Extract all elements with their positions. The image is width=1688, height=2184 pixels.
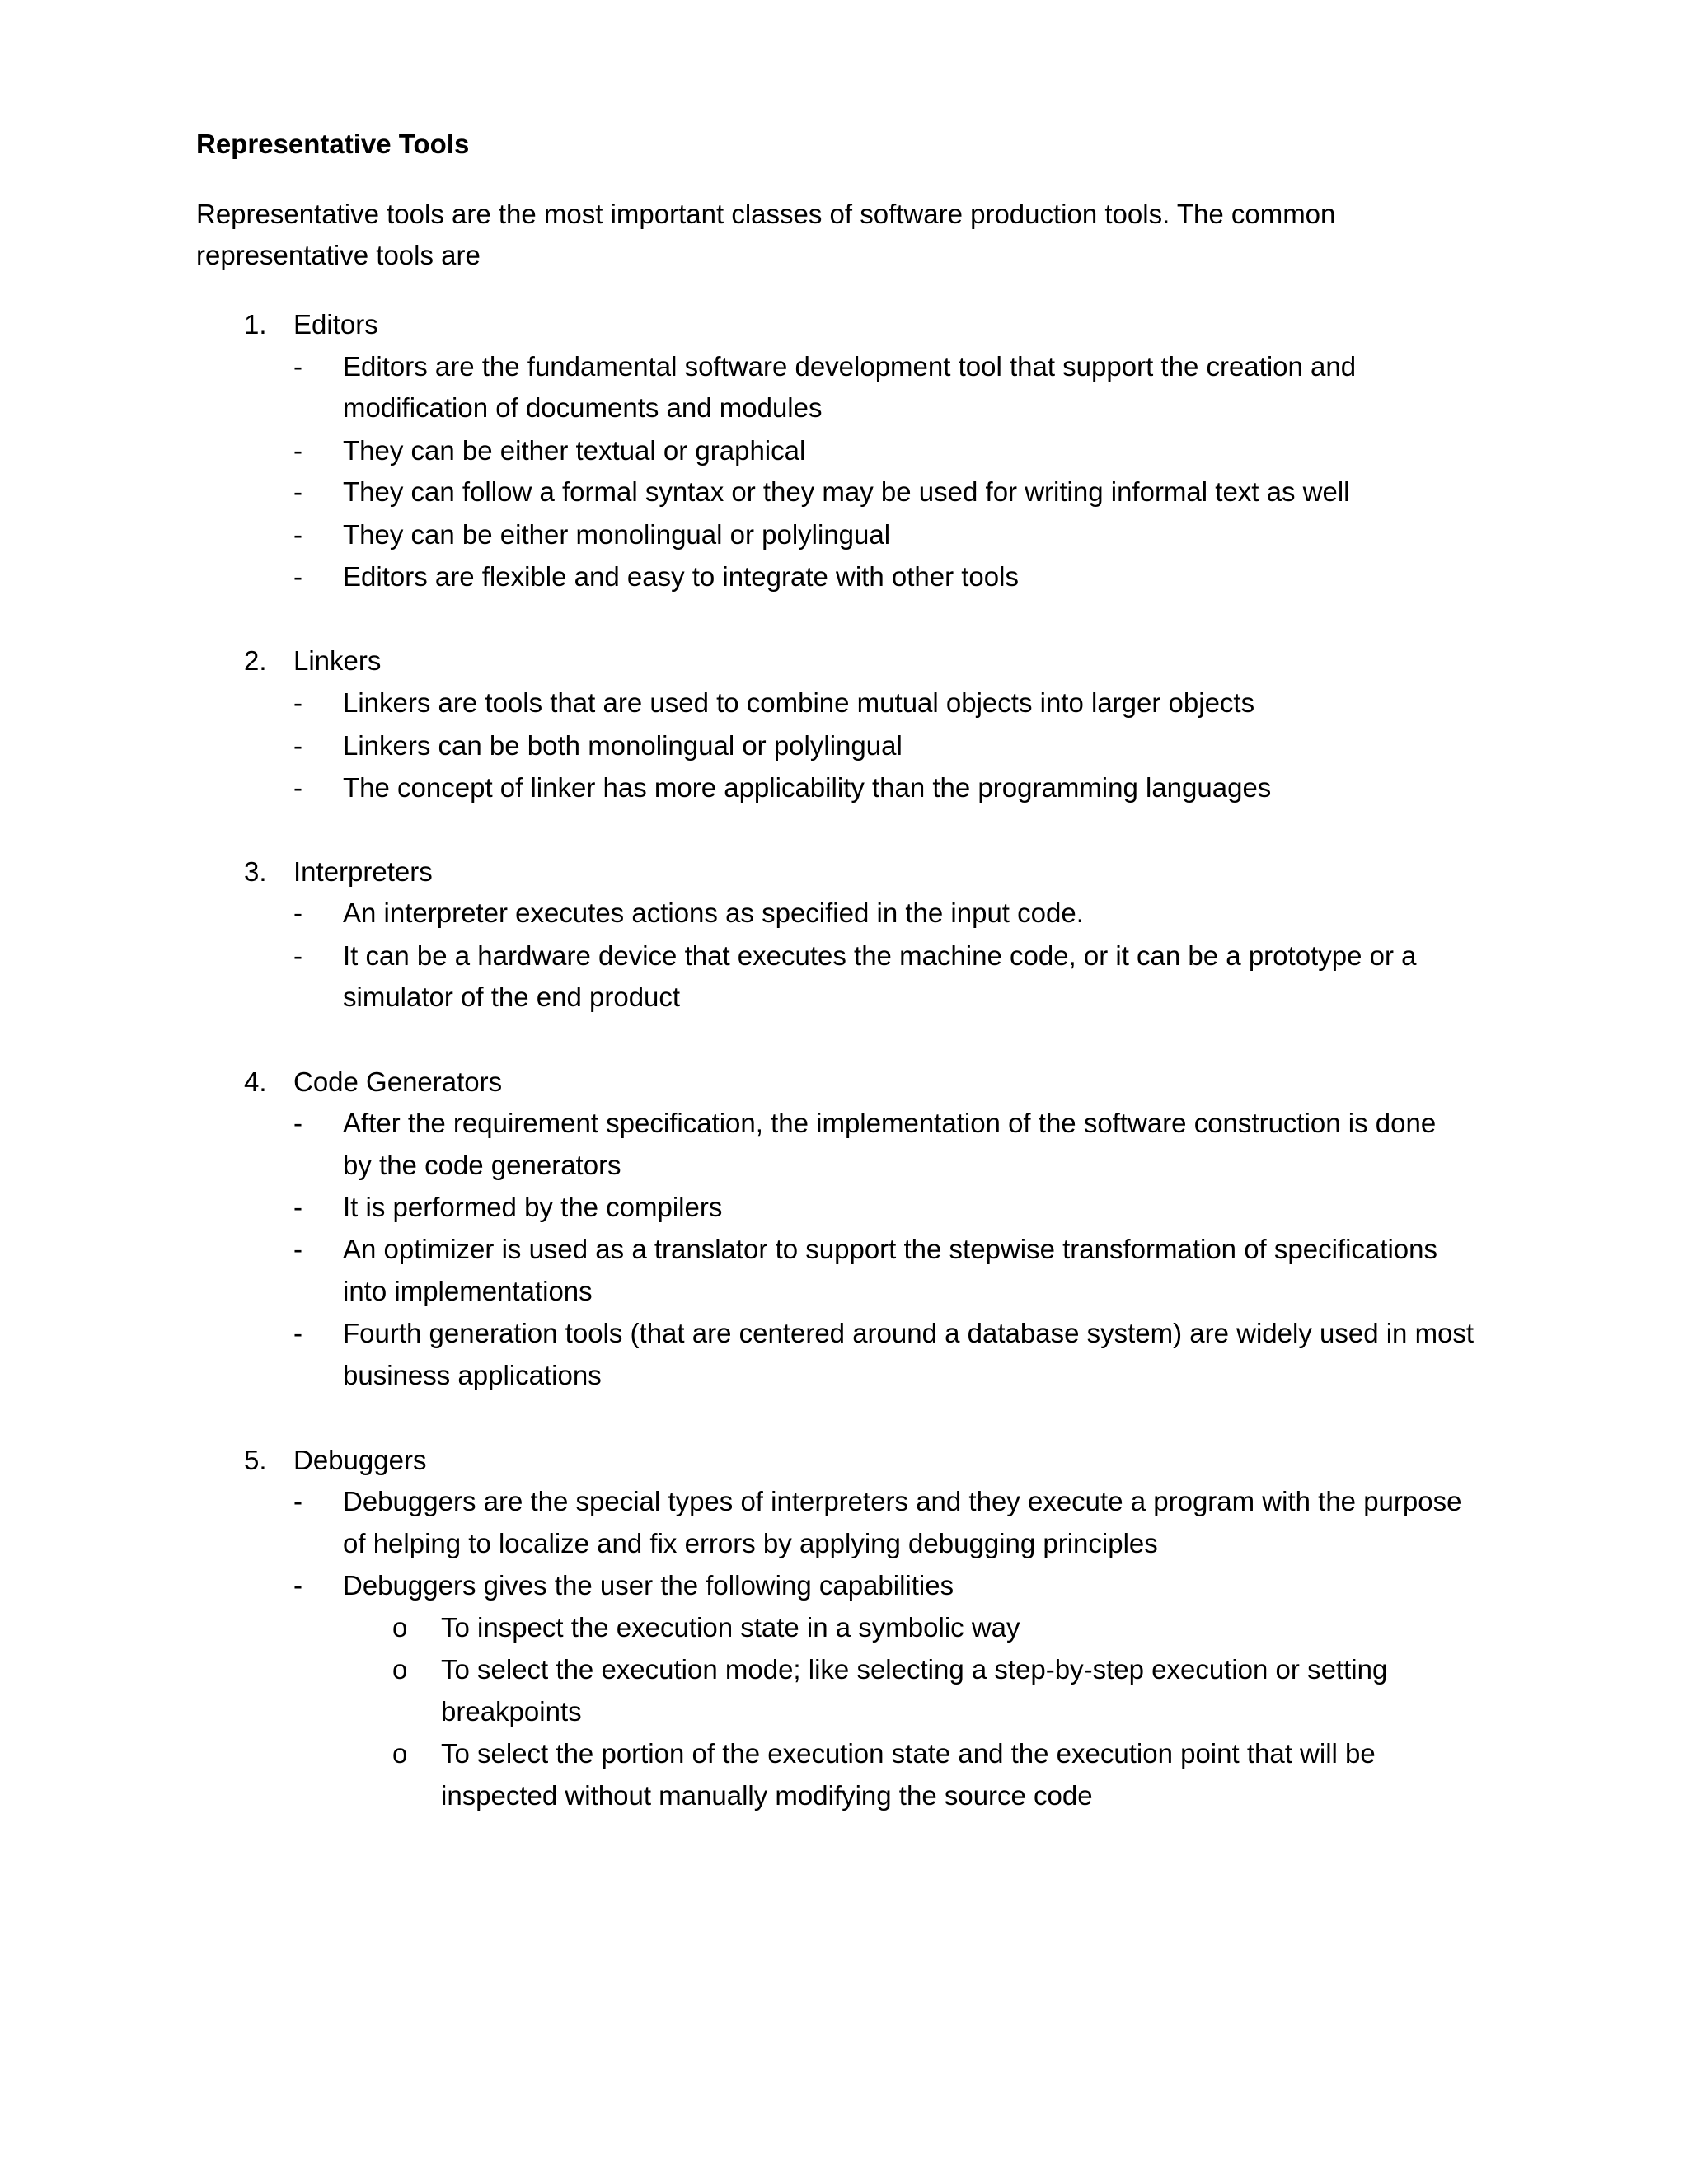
section-number: 5.	[244, 1445, 267, 1475]
bullet-text-continued: simulator of the end product	[343, 982, 681, 1012]
bullet-text: Linkers are tools that are used to combine mutual objects into larger objects	[343, 687, 1255, 718]
bullet-text: They can be either monolingual or polylingual	[343, 519, 891, 550]
subbullet-text: To select the portion of the execution state and the execution point that will be	[441, 1738, 1376, 1769]
subbullet-marker: o	[392, 1654, 408, 1685]
section-number: 4.	[244, 1066, 267, 1097]
section-heading-editors: Editors	[293, 309, 378, 340]
bullet-text-continued: into implementations	[343, 1276, 593, 1306]
bullet-marker: -	[293, 519, 302, 550]
bullet-marker: -	[293, 772, 302, 803]
bullet-text-continued: modification of documents and modules	[343, 392, 823, 423]
bullet-text: It is performed by the compilers	[343, 1192, 723, 1222]
bullet-text: The concept of linker has more applicability than the programming languages	[343, 772, 1272, 803]
bullet-marker: -	[293, 561, 302, 592]
subbullet-text: To inspect the execution state in a symbolic way	[441, 1612, 1020, 1643]
bullet-text: They can follow a formal syntax or they may be used for writing informal text as well	[343, 476, 1350, 507]
bullet-text: Debuggers are the special types of interpreters and they execute a program with the purpose	[343, 1486, 1462, 1516]
bullet-marker: -	[293, 1486, 302, 1516]
bullet-text: An interpreter executes actions as specified in the input code.	[343, 898, 1084, 928]
document-title: Representative Tools	[196, 129, 470, 159]
bullet-text: Editors are flexible and easy to integrate with other tools	[343, 561, 1019, 592]
section-number: 3.	[244, 856, 267, 887]
intro-line-1: Representative tools are the most important classes of software production tools. The common	[196, 199, 1336, 229]
bullet-text: Editors are the fundamental software development tool that support the creation and	[343, 351, 1357, 382]
bullet-text: An optimizer is used as a translator to support the stepwise transformation of specifications	[343, 1234, 1437, 1264]
bullet-marker: -	[293, 435, 302, 466]
section-heading-interpreters: Interpreters	[293, 856, 433, 887]
bullet-marker: -	[293, 1108, 302, 1138]
bullet-text-continued: of helping to localize and fix errors by applying debugging principles	[343, 1528, 1158, 1558]
section-heading-linkers: Linkers	[293, 645, 382, 676]
section-heading-debuggers: Debuggers	[293, 1445, 427, 1475]
section-heading-code-generators: Code Generators	[293, 1066, 503, 1097]
bullet-marker: -	[293, 1192, 302, 1222]
bullet-text: After the requirement specification, the implementation of the software construction is done	[343, 1108, 1437, 1138]
subbullet-marker: o	[392, 1738, 408, 1769]
bullet-marker: -	[293, 476, 302, 507]
bullet-text: It can be a hardware device that executes the machine code, or it can be a prototype or a	[343, 940, 1417, 971]
subbullet-text-continued: inspected without manually modifying the source code	[441, 1780, 1093, 1811]
bullet-text: Linkers can be both monolingual or polylingual	[343, 730, 903, 761]
bullet-text-continued: by the code generators	[343, 1150, 621, 1180]
bullet-marker: -	[293, 730, 302, 761]
bullet-marker: -	[293, 898, 302, 928]
bullet-text: They can be either textual or graphical	[343, 435, 806, 466]
bullet-marker: -	[293, 1234, 302, 1264]
subbullet-marker: o	[392, 1612, 408, 1643]
bullet-marker: -	[293, 1570, 302, 1601]
bullet-text: Fourth generation tools (that are centered around a database system) are widely used in most	[343, 1318, 1475, 1348]
bullet-marker: -	[293, 687, 302, 718]
bullet-text: Debuggers gives the user the following capabilities	[343, 1570, 954, 1601]
bullet-marker: -	[293, 1318, 302, 1348]
section-number: 2.	[244, 645, 267, 676]
bullet-text-continued: business applications	[343, 1360, 602, 1390]
intro-line-2: representative tools are	[196, 240, 481, 270]
subbullet-text: To select the execution mode; like selecting a step-by-step execution or setting	[441, 1654, 1388, 1685]
subbullet-text-continued: breakpoints	[441, 1696, 582, 1727]
bullet-marker: -	[293, 940, 302, 971]
section-number: 1.	[244, 309, 267, 340]
bullet-marker: -	[293, 351, 302, 382]
